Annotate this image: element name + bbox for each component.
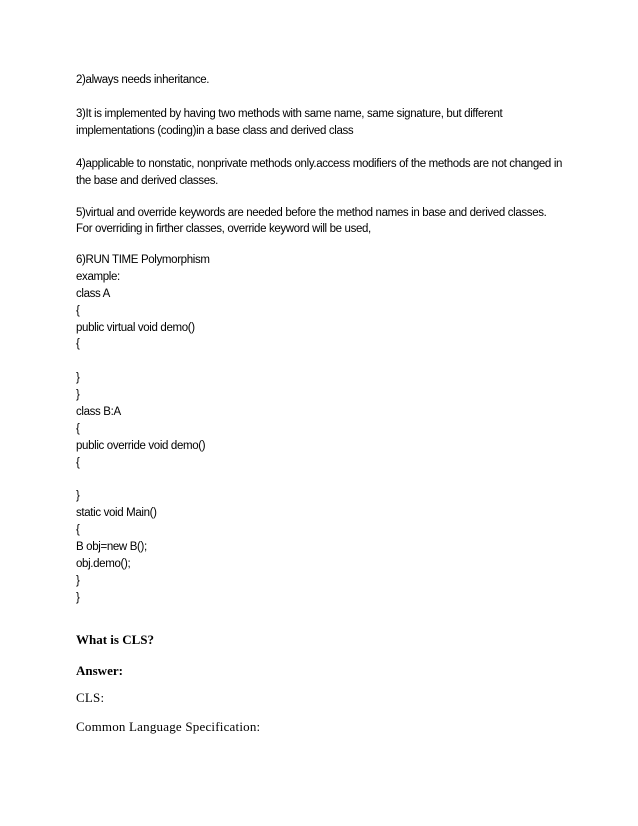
code-block bbox=[76, 252, 576, 607]
cls-term: CLS: bbox=[76, 690, 105, 705]
paragraph-3-line-2: implementations (coding)in a base class and derived class bbox=[76, 125, 354, 137]
code-line: B obj=new B(); bbox=[76, 541, 147, 554]
cls-definition: Common Language Specification: bbox=[76, 719, 261, 734]
code-line: } bbox=[76, 490, 80, 503]
answer-label: Answer: bbox=[76, 663, 123, 678]
code-line: example: bbox=[76, 270, 120, 283]
code-line: class A bbox=[76, 287, 110, 300]
code-line: } bbox=[76, 591, 80, 604]
paragraph-2: 2)always needs inheritance. bbox=[76, 74, 210, 86]
paragraph-5-line-2: For overriding in firther classes, override keyword will be used, bbox=[76, 223, 371, 235]
code-line: class B:A bbox=[76, 406, 121, 419]
code-line: 6)RUN TIME Polymorphism bbox=[76, 254, 210, 266]
code-line: { bbox=[76, 456, 80, 469]
code-line: } bbox=[76, 372, 80, 385]
paragraph-4-line-1: 4)applicable to nonstatic, nonprivate methods only.access modifiers of the methods are not changed in bbox=[76, 158, 563, 170]
paragraph-3-line-1: 3)It is implemented by having two methods with same name, same signature, but different bbox=[76, 108, 503, 120]
code-line bbox=[76, 353, 576, 370]
code-line: { bbox=[76, 304, 80, 317]
code-line: static void Main() bbox=[76, 507, 157, 520]
code-line: } bbox=[76, 389, 80, 402]
code-line: public virtual void demo() bbox=[76, 321, 195, 334]
code-line: } bbox=[76, 574, 80, 587]
paragraph-4-line-2: the base and derived classes. bbox=[76, 175, 219, 187]
question-heading: What is CLS? bbox=[76, 632, 155, 647]
code-line: { bbox=[76, 338, 80, 351]
code-line: { bbox=[76, 524, 80, 537]
code-line: public override void demo() bbox=[76, 439, 206, 452]
code-line: obj.demo(); bbox=[76, 558, 131, 571]
code-line: { bbox=[76, 422, 80, 435]
code-line bbox=[76, 472, 576, 489]
paragraph-5-line-1: 5)virtual and override keywords are needed before the method names in base and derived classes. bbox=[76, 207, 547, 219]
